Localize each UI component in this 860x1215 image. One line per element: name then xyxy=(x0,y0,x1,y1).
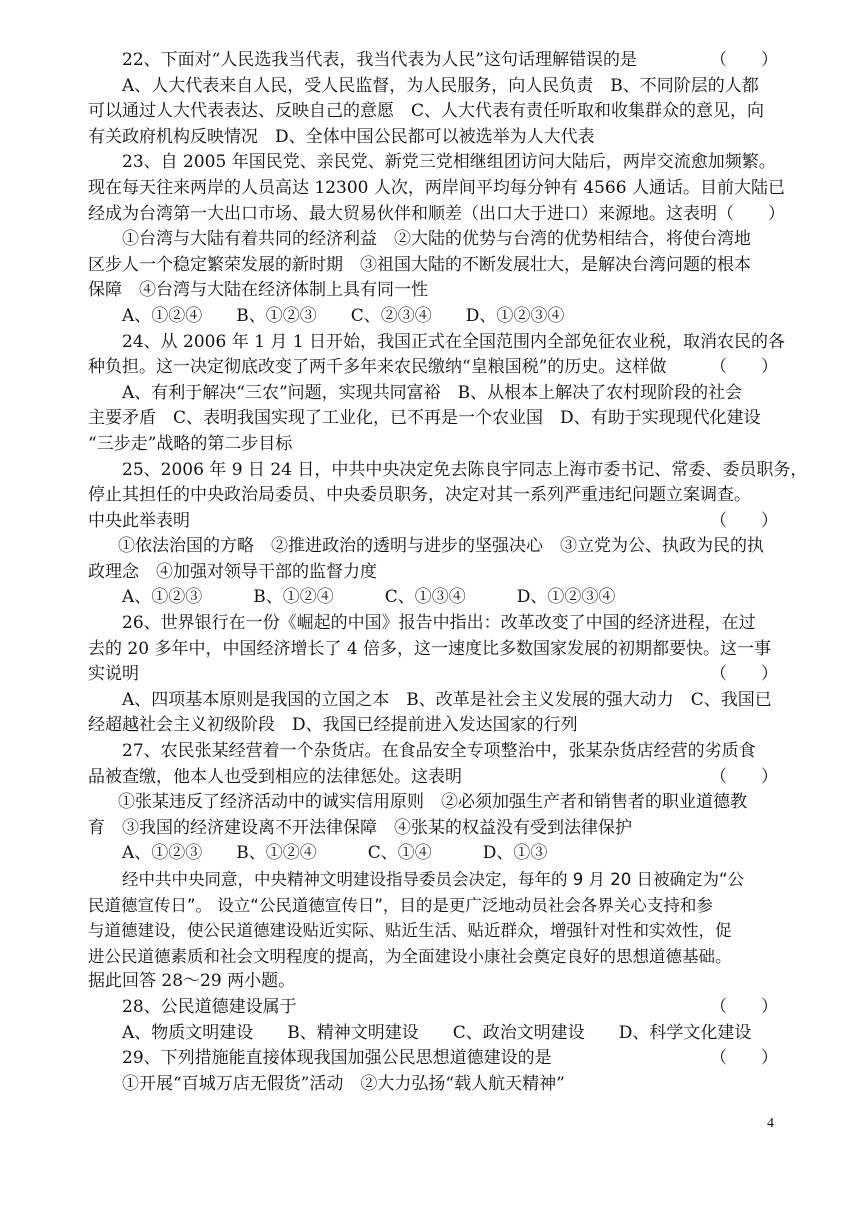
text-line: 25、2006 年 9 日 24 日，中共中央决定免去陈良宇同志上海市委书记、常委、委员职务， xyxy=(122,459,808,480)
text-line: 据此回答 28～29 两小题。 xyxy=(88,971,296,992)
answer-bracket: （ ） xyxy=(710,1048,778,1069)
text-line xyxy=(88,355,778,381)
text-line xyxy=(88,995,778,1021)
text-line: 民道德宣传日”。 设立“公民道德宣传日”，目的是更广泛地动员社会各界关心支持和参 xyxy=(88,895,713,915)
text-line: A、有利于解决“三农”问题，实现共同富裕 B、从根本上解决了农村现阶段的社会 xyxy=(122,382,743,403)
answer-bracket: （ ） xyxy=(710,357,778,378)
text-line: ①依法治国的方略 ②推进政治的透明与进步的坚强决心 ③立党为公、执政为民的执 xyxy=(118,536,764,557)
text-line: “三步走”战略的第二步目标 xyxy=(88,433,293,454)
text-line xyxy=(88,662,778,688)
question-text: 28、公民道德建设属于 xyxy=(122,996,297,1017)
text-line: 可以通过人大代表表达、反映自己的意愿 C、人大代表有责任听取和收集群众的意见，向 xyxy=(88,101,765,122)
question-text: 种负担。这一决定彻底改变了两千多年来农民缴纳“皇粮国税”的历史。这样做 xyxy=(88,357,667,378)
page-number: 4 xyxy=(767,1116,774,1131)
text-line: ①张某违反了经济活动中的诚实信用原则 ②必须加强生产者和销售者的职业道德教 xyxy=(118,792,747,813)
text-line: ①台湾与大陆有着共同的经济利益 ②大陆的优势与台湾的优势相结合，将使台湾地 xyxy=(122,229,751,250)
text-line: 经成为台湾第一大出口市场、最大贸易伙伴和顺差（出口大于进口）来源地。这表明（ ） xyxy=(88,203,785,224)
question-text: 品被查缴，他本人也受到相应的法律惩处。这表明 xyxy=(88,766,462,787)
text-line: 有关政府机构反映情况 D、全体中国公民都可以被选举为人大代表 xyxy=(88,126,595,147)
text-line: 政理念 ④加强对领导干部的监督力度 xyxy=(88,561,377,582)
document-body xyxy=(88,48,808,1097)
text-line: 保障 ④台湾与大陆在经济体制上具有同一性 xyxy=(88,280,428,301)
question-text: 中央此举表明 xyxy=(88,510,190,531)
answer-bracket: （ ） xyxy=(710,510,778,531)
text-line: A、四项基本原则是我国的立国之本 B、改革是社会主义发展的强大动力 C、我国已 xyxy=(122,689,772,710)
text-line: 区步人一个稳定繁荣发展的新时期 ③祖国大陆的不断发展壮大，是解决台湾问题的根本 xyxy=(88,254,751,275)
text-line: 27、农民张某经营着一个杂货店。在食品安全专项整治中，张某杂货店经营的劣质食 xyxy=(122,741,756,762)
text-line: 主要矛盾 C、表明我国实现了工业化，已不再是一个农业国 D、有助于实现现代化建设 xyxy=(88,408,761,429)
text-line: A、人大代表来自人民，受人民监督，为人民服务，向人民负责 B、不同阶层的人都 xyxy=(122,75,759,96)
text-line xyxy=(88,509,778,535)
text-line: 24、从 2006 年 1 月 1 日开始，我国正式在全国范围内全部免征农业税，取消农民的各 xyxy=(122,331,785,352)
question-text: 29、下列措施能直接体现我国加强公民思想道德建设的是 xyxy=(122,1048,552,1069)
text-line: 26、世界银行在一份《崛起的中国》报告中指出：改革改变了中国的经济进程，在过 xyxy=(122,613,756,634)
question-text: 22、下面对“人民选我当代表，我当代表为人民”这句话理解错误的是 xyxy=(122,50,638,70)
text-line: 经中共中央同意，中央精神文明建设指导委员会决定，每年的 9 月 20 日被确定为“公 xyxy=(122,870,745,889)
answer-bracket: （ ） xyxy=(710,766,778,787)
answer-bracket: （ ） xyxy=(710,996,778,1017)
text-line: 与道德建设，使公民道德建设贴近实际、贴近生活、贴近群众，增强针对性和实效性，促 xyxy=(88,921,732,941)
text-line: A、①②③ B、①②④ C、①④ D、①③ xyxy=(122,843,548,864)
answer-bracket: （ ） xyxy=(710,50,778,70)
text-line: 现在每天往来两岸的人员高达 12300 人次，两岸间平均每分钟有 4566 人通话。目前大陆已 xyxy=(88,177,785,198)
text-line xyxy=(88,1046,778,1072)
text-line: 进公民道德素质和社会文明程度的提高，为全面建设小康社会奠定良好的思想道德基础。 xyxy=(88,946,732,966)
text-line xyxy=(88,48,778,74)
text-line: 去的 20 多年中，中国经济增长了 4 倍多，这一速度比多数国家发展的初期都要快。这一事 xyxy=(88,638,772,659)
text-line: ①开展“百城万店无假货”活动 ②大力弘扬“载人航天精神” xyxy=(122,1073,565,1094)
text-line: 经超越社会主义初级阶段 D、我国已经提前进入发达国家的行列 xyxy=(88,715,578,736)
text-line: 停止其担任的中央政治局委员、中央委员职务，决定对其一系列严重违纪问题立案调查。 xyxy=(88,485,751,506)
text-line: 23、自 2005 年国民党、亲民党、新党三党相继组团访问大陆后，两岸交流愈加频繁。 xyxy=(122,152,776,173)
text-line: 育 ③我国的经济建设离不开法律保障 ④张某的权益没有受到法律保护 xyxy=(88,817,632,838)
text-line xyxy=(88,765,778,791)
answer-bracket: （ ） xyxy=(710,664,778,685)
text-line: A、①②③ B、①②④ C、①③④ D、①②③④ xyxy=(122,587,616,608)
text-line: A、①②④ B、①②③ C、②③④ D、①②③④ xyxy=(122,305,565,326)
question-text: 实说明 xyxy=(88,664,139,685)
text-line: A、物质文明建设 B、精神文明建设 C、政治文明建设 D、科学文化建设 xyxy=(122,1022,752,1043)
